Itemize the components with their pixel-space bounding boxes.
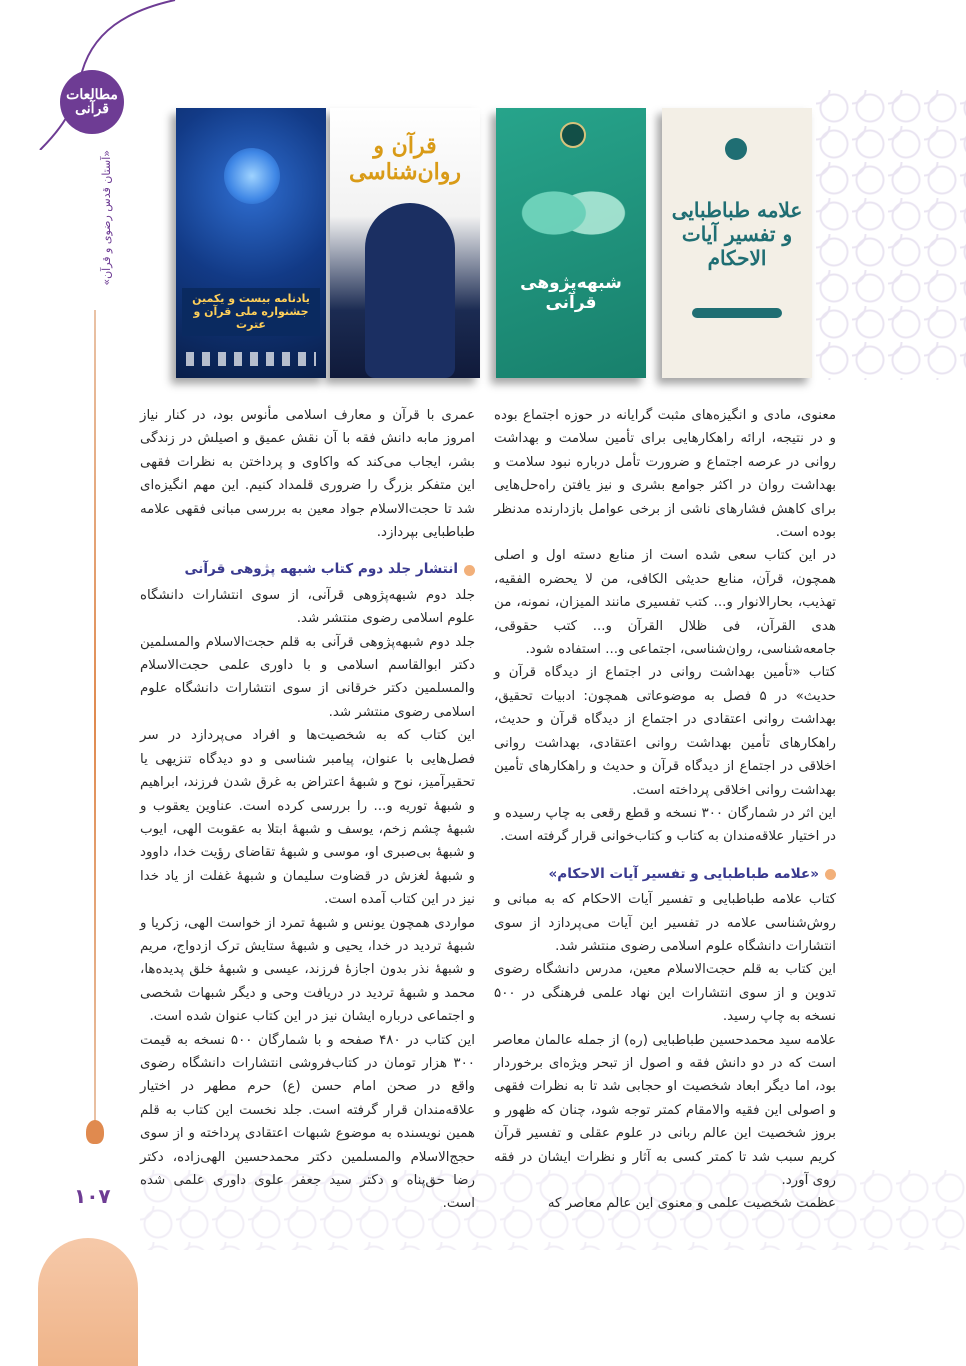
paragraph: جلد دوم شبهه‌پژوهی قرآنی، از سوی انتشارات دانشگاه علوم اسلامی رضوی منتشر شد. — [140, 587, 475, 627]
head-silhouette-illustration — [365, 203, 455, 378]
book-cover-quran-ravanshenasi — [330, 108, 480, 378]
section-side-label: «آستان قدس رضوی و قرآن» — [100, 150, 113, 286]
heading-bullet-icon — [464, 565, 475, 576]
faces-illustration — [514, 163, 628, 263]
side-rule — [94, 310, 96, 1130]
magazine-logo — [60, 70, 124, 134]
heading-text: انتشار جلد دوم کتاب شبهه پژوهی قرآنی — [184, 561, 458, 578]
side-ornament-icon — [86, 1120, 104, 1144]
paragraph: عمری با قرآن و معارف اسلامی مأنوس بود، در کنار نیاز امروز مابه دانش فقه با آن نقش عمیق و اصیلش در زندگی بشر، ایجاب می‌کند که واکاوی و پرداختن به نظرات فقهی این متفکر بزرگ را ضروری قلمداد کنیم. این مهم انگیزه‌ای شد تا حجت‌الاسلام جواد معین به بررسی مبانی فقهی علامه طباطبایی بپردازد. — [140, 408, 475, 541]
article-column-left — [140, 404, 475, 1216]
heading-bullet-icon — [825, 869, 836, 880]
paragraph: این کتاب در ۴۸۰ صفحه و با شمارگان ۵۰۰ نسخه به قیمت ۳۰۰ هزار تومان در کتاب‌فروشی انتشارات دانشگاه رضوی واقع در صحن امام حسن (ع) حرم مطهر در اختیار علاقه‌مندان قرار گرفته است. جلد نخست این کتاب به قلم همین نویسنده به موضوع شبهات اعتقادی پرداخته و از سوی حجج‌الاسلام والمسلمین دکتر محمدحسین الهی‌زاده، دکتر رضا حق‌پناه و دکتر سید جعفر علوی داوری علمی شده است. — [140, 1032, 475, 1212]
paragraph: این کتاب که به شخصیت‌ها و افراد می‌پردازد در سر فصل‌هایی با عنوان، پیامبر شناسی و دو دیدگاه تنزیهی یا تحقیرآمیز، نوح و شبهۀ اعتراض به غرق شدن فرزند، ابراهیم و شبهۀ توریه و... را بررسی کرده است. عناوین یعقوب و شبهۀ چشم زخم، یوسف و شبهۀ ابتلا به عقوبت الهی، ایوب و شبهۀ بی‌صبری او، موسی و شبهۀ تقاضای رؤیت خدا، داوود و شبهۀ لغزش در قضاوت سلیمان و شبهۀ غفلت از یاد خدا نیز در این کتاب آمده است. — [140, 728, 475, 908]
heading-text: «علامه طباطبایی و تفسیر آیات الاحکام» — [548, 865, 819, 882]
paragraph: عظمت شخصیت علمی و معنوی این عالم معاصر که — [547, 1196, 836, 1212]
paragraph: علامه سید محمدحسین طباطبایی (ره) از جمله عالمان معاصر است که در دو دانش فقه و اصول از تبحر ویژه‌ای برخوردار بود، اما دیگر ابعاد شخصیت او حجابی شد تا به نظرات فقهی و اصولی این فقیه والامقام کمتر توجه شود، چنان که ظهور و بروز شخصیت این عالم ربانی در علوم عقلی و تفسیر قرآن کریم سبب شد تا کمتر کسی به آثار و نظرات ایشان در فقه روی آورد. — [494, 1032, 836, 1188]
page-number: ۱۰۷ — [74, 1184, 111, 1208]
sponsor-logos — [186, 352, 316, 366]
paragraph: مواردی همچون یونس و شبهۀ تمرد از خواست الهی، زکریا و شبهۀ تردید در خدا، یحیی و شبهۀ ستایش ترک ازدواج، مریم و شبهۀ نذر بدون اجازۀ فرزند، عیسی و شبهۀ خلق پدیده‌ها، محمد و شبهۀ تردید در دریافت وحی و دیگر شبهات شخصی و اجتماعی درباره ایشان نیز در این کتاب عنوان شده است. — [140, 915, 475, 1025]
paragraph: جلد دوم شبهه‌پژوهی قرآنی به قلم حجت‌الاسلام والمسلمین دکتر ابوالقاسم اسلامی و با داوری علمی حجت‌الاسلام والمسلمین دکتر خرقانی از سوی انتشارات دانشگاه علوم اسلامی رضوی منتشر شد. — [140, 634, 475, 720]
orb-illustration — [224, 148, 280, 204]
page-tab — [38, 1238, 138, 1366]
section-heading — [140, 558, 475, 581]
book-cover-yadname — [176, 108, 326, 378]
arabesque-pattern-top — [816, 90, 966, 380]
book-title: شبهه‌پژوهی قرآنی — [520, 273, 622, 314]
book-cover-shobhe-pazhouhi — [496, 108, 646, 378]
seal-icon — [725, 138, 747, 160]
book-cover-tabatabai — [662, 108, 812, 378]
logo-text: مطالعات قرآنی — [66, 87, 118, 117]
paragraph: این کتاب به قلم حجت‌الاسلام معین، مدرس دانشگاه رضوی تدوین و از سوی انتشارات این نهاد علمی فرهنگی در ۵۰۰ نسخه به چاپ رسید. — [494, 962, 836, 1025]
paragraph: این اثر در شمارگان ۳۰۰ نسخه و قطع رقعی به چاپ رسیده و در اختیار علاقه‌مندان به کتاب و کتاب‌خوانی قرار گرفته است. — [494, 805, 836, 845]
paragraph: معنوی، مادی و انگیزه‌های مثبت گرایانه در حوزه اجتماع بوده و در نتیجه، ارائه راهکارهایی برای تأمین سلامت و بهداشت روانی در عرصه اجتماع و ضرورت تأمل درباره نبود سلامت و بهداشت روان در اکثر جوامع بشری و نیز یافتن راه‌حل‌هایی برای کاهش فشارهای ناشی از برخی عوامل بازدارنده مدنظر بوده است. — [494, 408, 836, 541]
book-title: علامه طباطبایی و تفسیر آیات الاحکام — [671, 198, 803, 270]
cover-band — [692, 308, 782, 318]
section-heading — [494, 863, 836, 886]
book-title: قرآن و روان‌شناسی — [348, 133, 462, 186]
paragraph: کتاب «تأمین بهداشت روانی در اجتماع از دیدگاه قرآن و حدیث» در ۵ فصل به موضوعاتی همچون: ادبیات تحقیق، بهداشت روانی اعتقادی در اجتماع از دیدگاه قرآن و حدیث، راهکارهای تأمین بهداشت روانی اعتقادی، بهداشت روانی اخلاقی در اجتماع از دیدگاه قرآن و حدیث و راهکارهای تأمین بهداشت روانی اخلاقی پرداخته است. — [494, 665, 836, 798]
article-column-right — [494, 404, 836, 1216]
paragraph: در این کتاب سعی شده است از منابع دسته اول و اصلی همچون، قرآن، منابع حدیثی الکافی، من لا یحضره الفقیه، تهذیب، بحارالانوار و... کتب تفسیری مانند المیزان، نمونه، من هدی القرآن، فی ظلال القرآن و... کتب حقوقی، جامعه‌شناسی، روان‌شناسی، اجتماعی و... استفاده شود. — [494, 548, 836, 658]
seal-icon — [560, 122, 586, 148]
paragraph: کتاب علامه طباطبایی و تفسیر آیات الاحکام که به مبانی و روش‌شناسی علامه در تفسیر این آیات می‌پردازد از سوی انتشارات دانشگاه علوم اسلامی رضوی منتشر شد. — [494, 892, 836, 954]
book-title: یادنامه بیست و یکمین جشنواره ملی قرآن و عترت — [182, 288, 320, 336]
